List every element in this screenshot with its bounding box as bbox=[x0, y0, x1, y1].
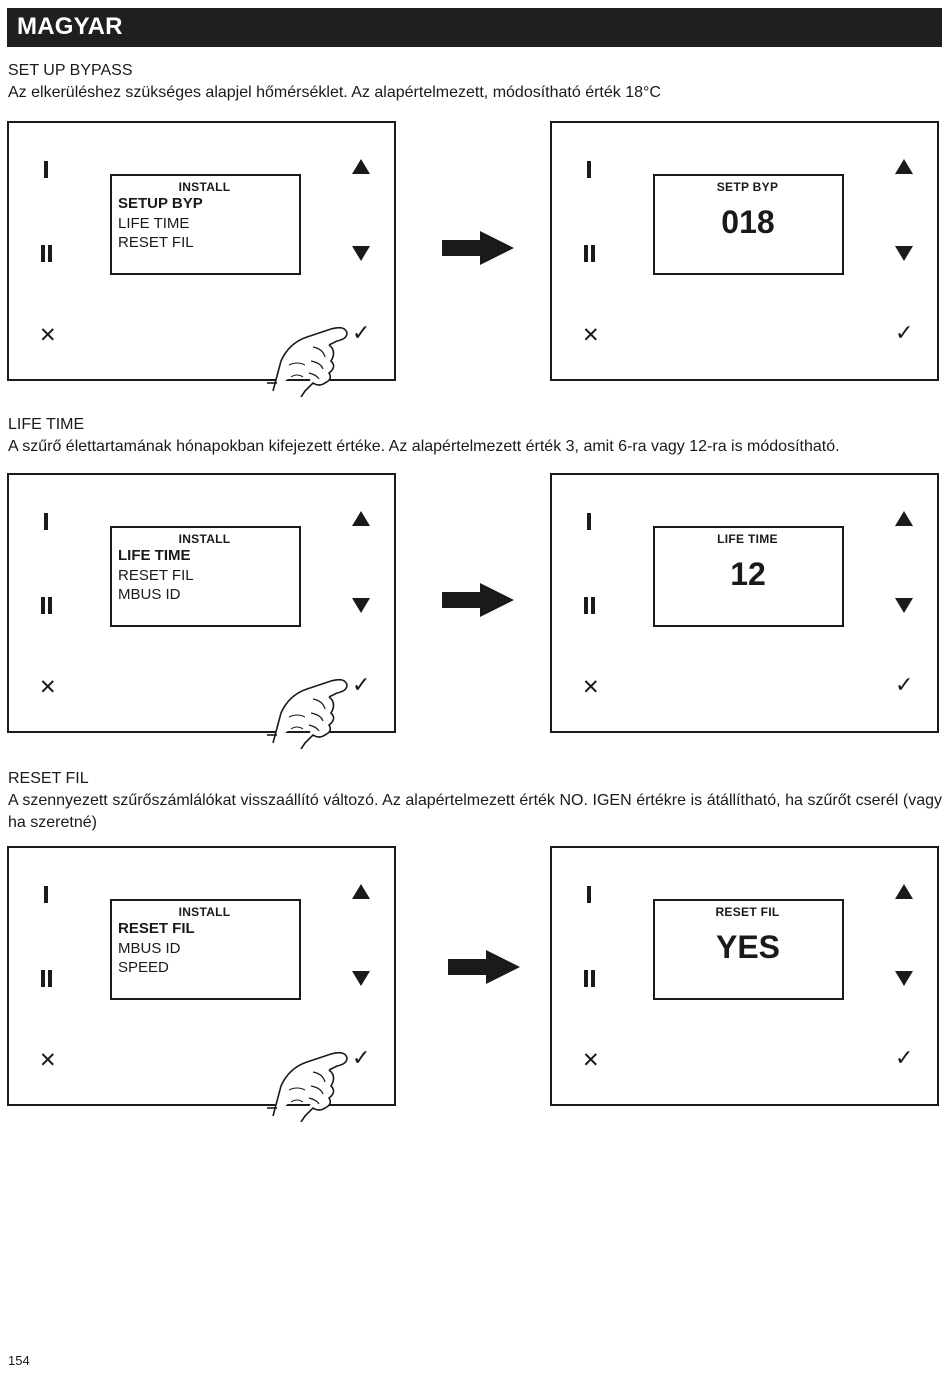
confirm-button[interactable]: ✓ bbox=[895, 672, 914, 697]
lcd-menu-item-selected: SETUP BYP bbox=[118, 195, 203, 212]
right-arrow-icon bbox=[448, 950, 520, 984]
confirm-button[interactable]: ✓ bbox=[352, 1045, 371, 1070]
down-arrow-button[interactable] bbox=[895, 246, 913, 261]
lcd-menu-item: RESET FIL bbox=[118, 234, 194, 251]
section-title: RESET FIL bbox=[8, 770, 89, 787]
control-panel-menu bbox=[7, 846, 396, 1106]
speed-2-button[interactable] bbox=[584, 597, 595, 614]
section-title: SET UP BYPASS bbox=[8, 62, 133, 79]
lcd-menu-item: RESET FIL bbox=[118, 567, 194, 584]
lcd-screen bbox=[653, 526, 844, 627]
up-arrow-button[interactable] bbox=[352, 159, 370, 174]
speed-1-button[interactable] bbox=[587, 161, 591, 178]
lcd-menu-item: SPEED bbox=[118, 959, 169, 976]
down-arrow-button[interactable] bbox=[352, 246, 370, 261]
cancel-button[interactable]: ✕ bbox=[39, 676, 57, 699]
lcd-screen bbox=[110, 899, 301, 1000]
speed-2-button[interactable] bbox=[41, 245, 52, 262]
language-title: MAGYAR bbox=[17, 13, 123, 40]
confirm-button[interactable]: ✓ bbox=[895, 1045, 914, 1070]
down-arrow-button[interactable] bbox=[352, 971, 370, 986]
page-number: 154 bbox=[8, 1353, 30, 1368]
speed-1-button[interactable] bbox=[587, 886, 591, 903]
speed-1-button[interactable] bbox=[44, 161, 48, 178]
right-arrow-icon bbox=[442, 583, 514, 617]
lcd-value-header: LIFE TIME bbox=[717, 532, 778, 546]
section-description: A szennyezett szűrőszámlálókat visszaállító változó. Az alapértelmezett érték NO. IGEN értékre is átállítható, ha szűrőt cserél (vagy ha szeretné) bbox=[8, 792, 942, 831]
up-arrow-button[interactable] bbox=[352, 511, 370, 526]
lcd-menu-header: INSTALL bbox=[178, 905, 231, 919]
cancel-button[interactable]: ✕ bbox=[582, 676, 600, 699]
speed-2-button[interactable] bbox=[584, 245, 595, 262]
lcd-menu-header: INSTALL bbox=[178, 180, 231, 194]
section-description: A szűrő élettartamának hónapokban kifejezett értéke. Az alapértelmezett érték 3, amit 6-ra vagy 12-ra is módosítható. bbox=[8, 438, 840, 455]
down-arrow-button[interactable] bbox=[352, 598, 370, 613]
lcd-menu-item: MBUS ID bbox=[118, 940, 181, 957]
cancel-button[interactable]: ✕ bbox=[582, 324, 600, 347]
lcd-menu-item-selected: RESET FIL bbox=[118, 920, 195, 937]
lcd-value-header: RESET FIL bbox=[715, 905, 780, 919]
cancel-button[interactable]: ✕ bbox=[39, 1049, 57, 1072]
control-panel-menu bbox=[7, 473, 396, 733]
lcd-value: YES bbox=[715, 929, 781, 965]
control-panel-value bbox=[550, 473, 939, 733]
pointing-hand-icon bbox=[267, 673, 363, 749]
pointing-hand-icon bbox=[267, 321, 363, 397]
control-panel-value bbox=[550, 846, 939, 1106]
lcd-menu-item: LIFE TIME bbox=[118, 215, 190, 232]
lcd-menu-header: INSTALL bbox=[178, 532, 231, 546]
lcd-menu-item-selected: LIFE TIME bbox=[118, 547, 191, 564]
lcd-screen bbox=[110, 526, 301, 627]
lcd-value: 12 bbox=[730, 556, 766, 592]
speed-1-button[interactable] bbox=[44, 886, 48, 903]
cancel-button[interactable]: ✕ bbox=[582, 1049, 600, 1072]
confirm-button[interactable]: ✓ bbox=[352, 320, 371, 345]
down-arrow-button[interactable] bbox=[895, 598, 913, 613]
speed-2-button[interactable] bbox=[41, 970, 52, 987]
up-arrow-button[interactable] bbox=[895, 159, 913, 174]
right-arrow-icon bbox=[442, 231, 514, 265]
lcd-value-header: SETP BYP bbox=[716, 180, 779, 194]
speed-2-button[interactable] bbox=[584, 970, 595, 987]
up-arrow-button[interactable] bbox=[895, 884, 913, 899]
speed-2-button[interactable] bbox=[41, 597, 52, 614]
confirm-button[interactable]: ✓ bbox=[352, 672, 371, 697]
lcd-value: 018 bbox=[721, 204, 775, 240]
confirm-button[interactable]: ✓ bbox=[895, 320, 914, 345]
pointing-hand-icon bbox=[267, 1046, 363, 1122]
control-panel-menu bbox=[7, 121, 396, 381]
language-header bbox=[7, 8, 942, 47]
lcd-menu-item: MBUS ID bbox=[118, 586, 181, 603]
control-panel-value bbox=[550, 121, 939, 381]
section-title: LIFE TIME bbox=[8, 416, 85, 433]
down-arrow-button[interactable] bbox=[895, 971, 913, 986]
lcd-screen bbox=[653, 899, 844, 1000]
lcd-screen bbox=[653, 174, 844, 275]
lcd-screen bbox=[110, 174, 301, 275]
cancel-button[interactable]: ✕ bbox=[39, 324, 57, 347]
up-arrow-button[interactable] bbox=[352, 884, 370, 899]
speed-1-button[interactable] bbox=[44, 513, 48, 530]
section-description: Az elkerüléshez szükséges alapjel hőmérséklet. Az alapértelmezett, módosítható érték 18°C bbox=[8, 84, 661, 101]
speed-1-button[interactable] bbox=[587, 513, 591, 530]
up-arrow-button[interactable] bbox=[895, 511, 913, 526]
